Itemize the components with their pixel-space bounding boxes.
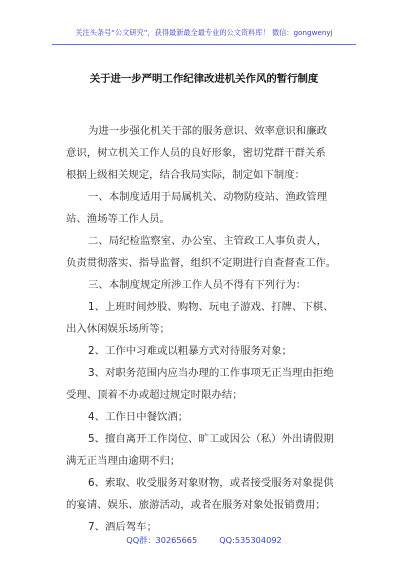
body-line: 满无正当理由逾期不归；: [66, 455, 181, 467]
body-line: 出入休闲娱乐场所等；: [66, 323, 170, 335]
document-title: 关于进一步严明工作纪律改进机关作风的暂行制度: [89, 73, 319, 85]
footer-contact: [0, 535, 408, 546]
body-line: 一、本制度适用于局属机关、动物防疫站、渔政管理: [88, 191, 327, 203]
body-line: 的宴请、娱乐、旅游活动，或者在服务对象处报销费用；: [66, 499, 326, 511]
body-line: 4、工作日中餐饮酒；: [88, 411, 189, 423]
body-line: 7、酒后驾车；: [88, 521, 157, 533]
body-line: 1、上班时间炒股、购物、玩电子游戏、打牌、下棋、: [88, 301, 334, 313]
body-line: 意识，树立机关工作人员的良好形象，密切党群干群关系: [66, 147, 326, 159]
body-line: 负责贯彻落实、指导监督，组织不定期进行自查督查工作。: [66, 257, 337, 269]
body-line: 受理、顶着不办或超过规定时限办结；: [66, 389, 243, 401]
body-line: 站、渔场等工作人员。: [66, 213, 170, 225]
body-line: 6、索取、收受服务对象财物，或者接受服务对象提供: [88, 477, 334, 489]
body-line: 2、工作中习难或以粗暴方式对待服务对象；: [88, 345, 293, 357]
body-line: 三、本制度规定所涉工作人员不得有下列行为：: [88, 279, 307, 291]
body-line: 为进一步强化机关干部的服务意识、效率意识和廉政: [88, 125, 327, 137]
footer-qq: QQ:535304092: [219, 535, 282, 545]
footer-qq-group: QQ群：30265665: [126, 535, 198, 545]
document-body: [66, 120, 346, 538]
body-line: 二、局纪检监察室、办公室、主管政工人事负责人，: [88, 235, 327, 247]
body-line: 根据上级相关规定，结合我局实际，制定如下制度：: [66, 169, 305, 181]
body-line: 3、对职务范围内应当办理的工作事项无正当理由拒绝: [88, 367, 334, 379]
body-line: 5、擅自离开工作岗位、旷工或因公（私）外出请假期: [88, 433, 334, 445]
header-divider: [52, 44, 356, 45]
header-note: 关注头条号“公文研究”，获得最新最全最专业的公文资料库！ 微信：gongwenyj: [75, 28, 333, 37]
